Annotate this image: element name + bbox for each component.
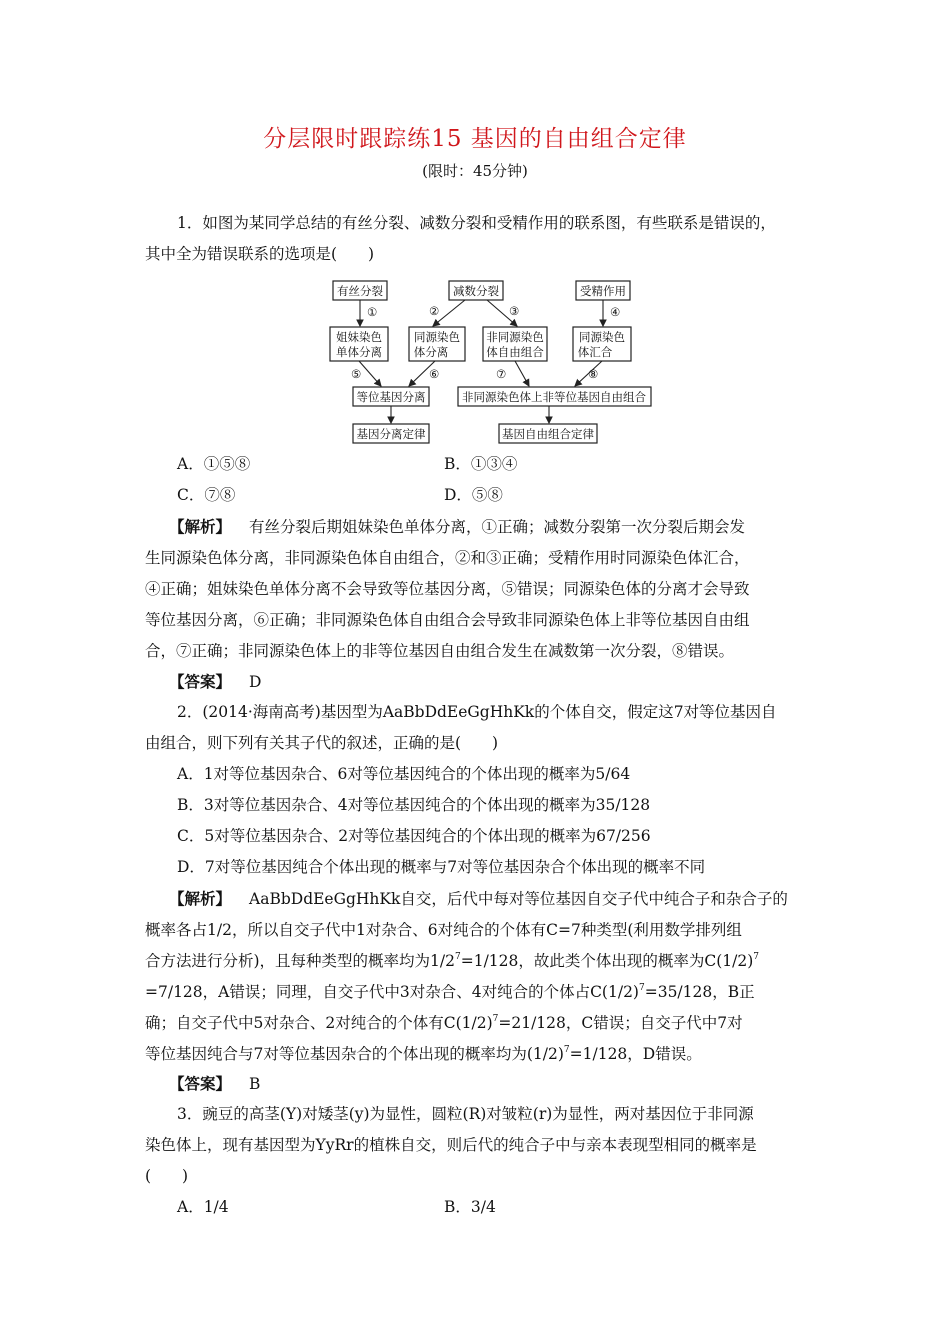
exponent: 7 bbox=[563, 1045, 570, 1055]
q3-stem-line: 染色体上，现有基因型为YyRr的植株自交，则后代的纯合子中与亲本表现型相同的概率是 bbox=[145, 1136, 757, 1154]
box-nonallele-assortment-label: 非同源染色体上非等位基因自由组合 bbox=[462, 390, 646, 404]
q2-option-c: C．5对等位基因杂合、2对等位基因纯合的个体出现的概率为67/256 bbox=[177, 827, 651, 845]
box-sister-label-2: 单体分离 bbox=[336, 345, 382, 359]
q2-option-d: D．7对等位基因纯合个体出现的概率与7对等位基因杂合个体出现的概率不同 bbox=[177, 858, 706, 876]
analysis-text: =1/128，故此类个体出现的概率为C(1/2) bbox=[460, 952, 754, 970]
q2-analysis bbox=[145, 883, 815, 1070]
analysis-text: =1/128，D错误。 bbox=[569, 1045, 702, 1063]
q1-analysis-line: 等位基因分离，⑥正确；非同源染色体自由组合会导致非同源染色体上非等位基因自由组 bbox=[145, 611, 750, 629]
label-5: ⑤ bbox=[351, 367, 362, 381]
label-1: ① bbox=[367, 305, 378, 319]
label-4: ④ bbox=[610, 305, 621, 319]
box-allele-separation-label: 等位基因分离 bbox=[356, 390, 426, 404]
q2-answer bbox=[145, 1068, 815, 1100]
analysis-text: 合方法进行分析)，且每种类型的概率均为1/2 bbox=[145, 952, 455, 970]
answer-tag: 【答案】 bbox=[169, 672, 232, 691]
q1-option-d: D．⑤⑧ bbox=[444, 486, 503, 504]
analysis-text: 等位基因纯合与7对等位基因杂合的个体出现的概率均为(1/2) bbox=[145, 1045, 564, 1063]
answer-value: D bbox=[249, 673, 262, 691]
q2-option-b: B．3对等位基因杂合、4对等位基因纯合的个体出现的概率为35/128 bbox=[177, 796, 651, 814]
answer-tag: 【答案】 bbox=[169, 1074, 232, 1093]
label-6: ⑥ bbox=[429, 367, 440, 381]
q1-analysis-line: ④正确；姐妹染色单体分离不会导致等位基因分离，⑤错误；同源染色体的分离才会导致 bbox=[145, 580, 750, 598]
exponent: 7 bbox=[492, 1014, 499, 1024]
q2-stem-line: 2．(2014·海南高考)基因型为AaBbDdEeGgHhKk的个体自交，假定这7对等位基因自 bbox=[177, 703, 777, 721]
box-nonhomolog-label-1: 非同源染色 bbox=[486, 330, 544, 344]
q2-analysis-line bbox=[145, 977, 815, 1008]
box-homolog-sep-label-1: 同源染色 bbox=[414, 330, 460, 344]
label-2: ② bbox=[429, 304, 440, 318]
q1-stem-line: 1．如图为某同学总结的有丝分裂、减数分裂和受精作用的联系图，有些联系是错误的， bbox=[177, 214, 776, 232]
analysis-text: =7/128，A错误；同理，自交子代中3对杂合、4对纯合的个体占C(1/2) bbox=[145, 983, 639, 1001]
q3-option-b: B．3/4 bbox=[444, 1198, 496, 1216]
box-fertilization-label: 受精作用 bbox=[580, 284, 626, 298]
q1-answer bbox=[145, 666, 815, 698]
q2-option-a: A．1对等位基因杂合、6对等位基因纯合的个体出现的概率为5/64 bbox=[177, 765, 631, 783]
box-sister-label-1: 姐妹染色 bbox=[336, 330, 382, 344]
analysis-text: =35/128，B正 bbox=[644, 983, 755, 1001]
box-segregation-law-label: 基因分离定律 bbox=[356, 427, 426, 441]
q2-analysis-line: 概率各占1/2，所以自交子代中1对杂合、6对纯合的个体有C=7种类型(利用数学排列组 bbox=[145, 921, 742, 939]
q1-stem-line: 其中全为错误联系的选项是( ) bbox=[145, 245, 375, 263]
exponent: 7 bbox=[455, 952, 461, 962]
analysis-tag: 【解析】 bbox=[169, 517, 232, 536]
q2-stem-line: 由组合，则下列有关其子代的叙述，正确的是( ) bbox=[145, 734, 499, 752]
q2-analysis-line bbox=[145, 1039, 815, 1070]
q1-analysis bbox=[145, 511, 815, 667]
q2-analysis-line bbox=[145, 1008, 815, 1039]
q2-analysis-line bbox=[145, 946, 815, 977]
q2-analysis-line bbox=[145, 883, 815, 915]
analysis-text: 确；自交子代中5对杂合、2对纯合的个体有C(1/2) bbox=[145, 1014, 493, 1032]
q3-stem-line: ( ) bbox=[145, 1167, 189, 1185]
box-homolog-join-label-1: 同源染色 bbox=[579, 330, 625, 344]
label-3: ③ bbox=[509, 304, 520, 318]
q1-stem bbox=[145, 208, 815, 239]
q3-option-a: A．1/4 bbox=[177, 1198, 229, 1216]
q1-option-a: A．①⑤⑧ bbox=[177, 455, 251, 473]
box-homolog-sep-label-2: 体分离 bbox=[413, 345, 449, 359]
q1-analysis-line: 合，⑦正确；非同源染色体上的非等位基因自由组合发生在减数第一次分裂，⑧错误。 bbox=[145, 642, 735, 660]
analysis-text: AaBbDdEeGgHhKk自交，后代中每对等位基因自交子代中纯合子和杂合子的 bbox=[249, 890, 788, 908]
time-limit: (限时：45分钟) bbox=[422, 162, 528, 180]
answer-value: B bbox=[249, 1075, 261, 1093]
label-7: ⑦ bbox=[496, 367, 507, 381]
q1-analysis-line bbox=[145, 511, 815, 543]
analysis-text: =21/128，C错误；自交子代中7对 bbox=[498, 1014, 743, 1032]
q3-stem-line: 3．豌豆的高茎(Y)对矮茎(y)为显性，圆粒(R)对皱粒(r)为显性，两对基因位于非同源 bbox=[177, 1105, 754, 1123]
label-8: ⑧ bbox=[588, 367, 599, 381]
box-nonhomolog-label-2: 体自由组合 bbox=[486, 345, 544, 359]
analysis-tag: 【解析】 bbox=[169, 889, 232, 908]
box-meiosis-label: 减数分裂 bbox=[453, 284, 499, 298]
arrow-7 bbox=[515, 361, 529, 386]
box-homolog-join-label-2: 体汇合 bbox=[577, 345, 613, 359]
box-mitosis-label: 有丝分裂 bbox=[337, 284, 383, 298]
analysis-text: 有丝分裂后期姐妹染色单体分离，①正确；减数分裂第一次分裂后期会发 bbox=[249, 518, 746, 536]
q1-analysis-line: 生同源染色体分离，非同源染色体自由组合，②和③正确；受精作用时同源染色体汇合， bbox=[145, 549, 750, 567]
exponent: 7 bbox=[753, 952, 760, 962]
exponent: 7 bbox=[638, 983, 645, 993]
q1-option-c: C．⑦⑧ bbox=[177, 486, 236, 504]
arrow-5 bbox=[359, 361, 381, 386]
q1-relation-diagram bbox=[325, 278, 655, 446]
q1-option-b: B．①③④ bbox=[444, 455, 518, 473]
page-title: 分层限时跟踪练15 基因的自由组合定律 bbox=[263, 126, 687, 152]
box-assortment-law-label: 基因自由组合定律 bbox=[502, 427, 594, 441]
